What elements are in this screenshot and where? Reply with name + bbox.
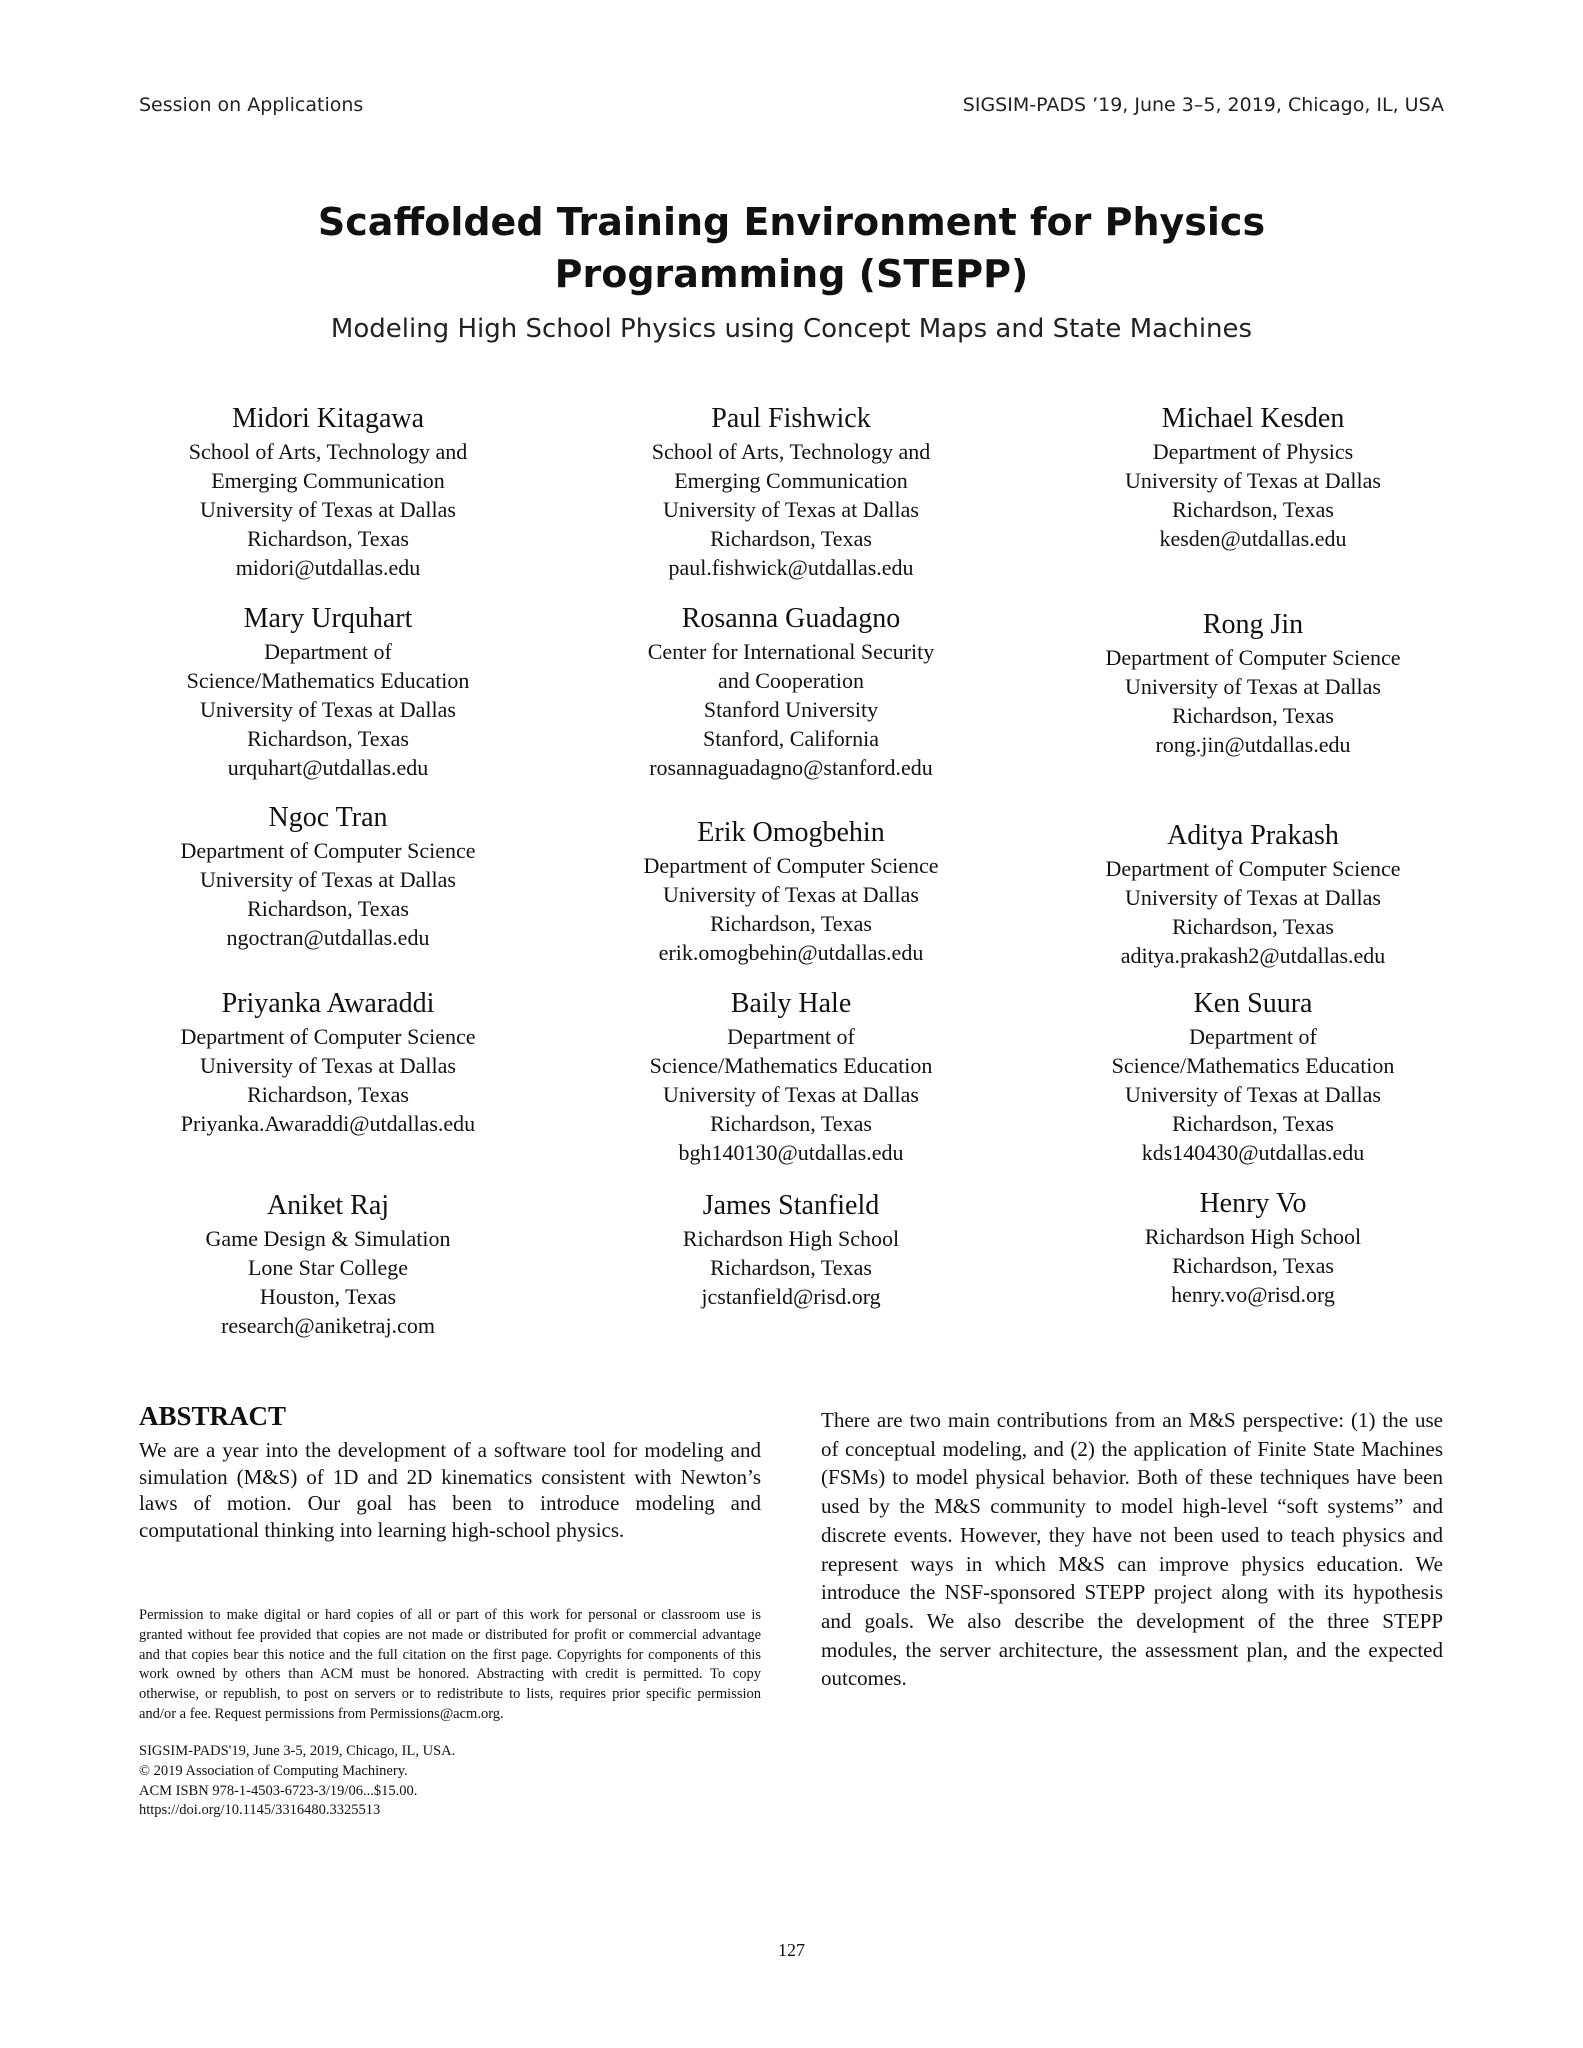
publication-info	[139, 1742, 761, 1821]
running-header	[139, 94, 1444, 124]
author-affiliation: University of Texas at Dallas	[200, 697, 456, 722]
author-affiliation: University of Texas at Dallas	[200, 497, 456, 522]
author-name: Paul Fishwick	[711, 403, 871, 434]
author-email: midori@utdallas.edu	[235, 555, 421, 580]
author-affiliation: University of Texas at Dallas	[663, 882, 919, 907]
conference-info: SIGSIM-PADS'19, June 3-5, 2019, Chicago, IL, USA.	[139, 1743, 456, 1759]
author-affiliation: Department of	[727, 1024, 855, 1049]
author-affiliation: Department of Computer Science	[180, 838, 476, 863]
author-email: henry.vo@risd.org	[1171, 1282, 1335, 1307]
author-email: urquhart@utdallas.edu	[227, 755, 429, 780]
author-email: kds140430@utdallas.edu	[1141, 1140, 1365, 1165]
author-location: Richardson, Texas	[1172, 1253, 1334, 1278]
author-affiliation: University of Texas at Dallas	[200, 867, 456, 892]
author-name: Mary Urquhart	[243, 603, 413, 634]
author-name: James Stanfield	[702, 1190, 880, 1221]
author-location: Richardson, Texas	[247, 526, 409, 551]
author-email: aditya.prakash2@utdallas.edu	[1120, 943, 1386, 968]
author-name: Henry Vo	[1199, 1188, 1307, 1219]
author-location: Richardson, Texas	[1172, 497, 1334, 522]
author-name: Rong Jin	[1202, 609, 1304, 640]
page-number: 127	[778, 1940, 805, 1960]
permission-notice: Permission to make digital or hard copies of all or part of this work for personal or classroom use is granted without fee provided that copies are not made or distributed for profit or commercial advantage and that copies bear this notice and the full citation on the first page. Copyrights for components of this work owned by others than ACM must be honored. Abstracting with credit is permitted. To copy otherwise, or republish, to post on servers or to redistribute to lists, requires prior specific permission and/or a fee. Request permissions from Permissions@acm.org.	[139, 1607, 761, 1722]
author-location: Stanford, California	[703, 726, 879, 751]
author-email: bgh140130@utdallas.edu	[678, 1140, 904, 1165]
isbn-info: ACM ISBN 978-1-4503-6723-3/19/06...$15.00.	[139, 1782, 418, 1799]
author-affiliation: Department of Computer Science	[180, 1024, 476, 1049]
author-block	[1033, 1186, 1473, 1309]
author-location: Richardson, Texas	[1172, 703, 1334, 728]
author-block	[108, 986, 548, 1138]
author-location: Richardson, Texas	[710, 1111, 872, 1136]
author-email: ngoctran@utdallas.edu	[226, 925, 430, 950]
author-block	[108, 401, 548, 582]
author-name: Midori Kitagawa	[231, 403, 425, 434]
author-email: rong.jin@utdallas.edu	[1155, 732, 1351, 757]
author-block	[1033, 986, 1473, 1167]
author-location: Richardson, Texas	[247, 896, 409, 921]
author-block	[108, 601, 548, 782]
author-affiliation: Science/Mathematics Education	[649, 1053, 933, 1078]
author-affiliation: Department of Computer Science	[1105, 645, 1401, 670]
title-line-1: Scaffolded Training Environment for Physics	[317, 200, 1266, 244]
author-name: Ken Suura	[1193, 988, 1313, 1019]
author-name: Baily Hale	[730, 988, 852, 1019]
author-block	[1033, 818, 1473, 970]
author-affiliation: Science/Mathematics Education	[1111, 1053, 1395, 1078]
author-affiliation: Department of Computer Science	[1105, 856, 1401, 881]
author-location: Houston, Texas	[259, 1284, 397, 1309]
doi-link[interactable]: https://doi.org/10.1145/3316480.3325513	[139, 1802, 381, 1819]
author-email: Priyanka.Awaraddi@utdallas.edu	[180, 1111, 476, 1136]
author-name: Aniket Raj	[266, 1190, 390, 1221]
author-email: jcstanfield@risd.org	[701, 1284, 881, 1309]
copyright-info: © 2019 Association of Computing Machinery.	[139, 1762, 408, 1779]
author-name: Aditya Prakash	[1167, 820, 1339, 851]
author-affiliation: University of Texas at Dallas	[1125, 885, 1381, 910]
author-location: Richardson, Texas	[247, 726, 409, 751]
author-email: kesden@utdallas.edu	[1159, 526, 1347, 551]
author-block	[571, 601, 1011, 782]
author-affiliation: Stanford University	[703, 697, 879, 722]
author-name: Erik Omogbehin	[697, 817, 885, 848]
author-affiliation: Lone Star College	[247, 1255, 409, 1280]
title-line-2: Programming (STEPP)	[554, 252, 1029, 296]
author-name: Michael Kesden	[1161, 403, 1345, 434]
author-location: Richardson, Texas	[710, 1255, 872, 1280]
author-affiliation: University of Texas at Dallas	[200, 1053, 456, 1078]
author-location: Richardson, Texas	[710, 911, 872, 936]
author-affiliation: Department of Physics	[1152, 439, 1354, 464]
author-affiliation: University of Texas at Dallas	[1125, 1082, 1381, 1107]
author-affiliation: Center for International Security	[647, 639, 935, 664]
author-block	[571, 815, 1011, 967]
author-affiliation: Emerging Communication	[674, 468, 908, 493]
author-location: Richardson, Texas	[247, 1082, 409, 1107]
author-block	[1033, 401, 1473, 553]
author-affiliation: Department of Computer Science	[643, 853, 939, 878]
author-affiliation: University of Texas at Dallas	[1125, 468, 1381, 493]
author-affiliation: University of Texas at Dallas	[1125, 674, 1381, 699]
author-block	[571, 401, 1011, 582]
author-affiliation: Science/Mathematics Education	[186, 668, 470, 693]
author-block	[571, 986, 1011, 1167]
author-name: Priyanka Awaraddi	[221, 988, 435, 1019]
author-email: rosannaguadagno@stanford.edu	[649, 755, 933, 780]
author-affiliation: University of Texas at Dallas	[663, 497, 919, 522]
author-email: erik.omogbehin@utdallas.edu	[658, 940, 924, 965]
author-affiliation: Department of	[264, 639, 392, 664]
author-affiliation: Emerging Communication	[211, 468, 445, 493]
author-affiliation: Game Design & Simulation	[205, 1226, 451, 1251]
author-block	[108, 800, 548, 952]
header-session: Session on Applications	[139, 94, 364, 116]
header-conference: SIGSIM-PADS ’19, June 3–5, 2019, Chicago, IL, USA	[962, 94, 1444, 116]
author-email: research@aniketraj.com	[221, 1313, 435, 1338]
author-affiliation: School of Arts, Technology and	[188, 439, 468, 464]
abstract-heading: ABSTRACT	[139, 1401, 287, 1431]
author-location: Richardson, Texas	[1172, 914, 1334, 939]
author-location: Richardson, Texas	[710, 526, 872, 551]
paper-subtitle: Modeling High School Physics using Concept Maps and State Machines	[330, 314, 1253, 344]
author-block	[571, 1188, 1011, 1311]
paper-title	[200, 196, 1383, 300]
author-name: Rosanna Guadagno	[681, 603, 901, 634]
author-affiliation: Richardson High School	[682, 1226, 900, 1251]
author-block	[108, 1188, 548, 1340]
author-affiliation: University of Texas at Dallas	[663, 1082, 919, 1107]
author-affiliation: and Cooperation	[717, 668, 865, 693]
author-name: Ngoc Tran	[268, 802, 388, 833]
author-block	[1033, 607, 1473, 759]
author-affiliation: Department of	[1189, 1024, 1317, 1049]
abstract-paragraph: There are two main contributions from an M&S perspective: (1) the use of conceptual modeling, and (2) the application of Finite State Machines (FSMs) to model physical behavior. Both of these techniques have been used by the M&S community to model high-level “soft systems” and discrete events. However, they have not been used to teach physics and represent ways in which M&S can improve physics education. We introduce the NSF-sponsored STEPP project along with its hypothesis and goals. We also describe the development of the three STEPP modules, the server architecture, the assessment plan, and the expected outcomes.	[821, 1408, 1443, 1691]
author-affiliation: School of Arts, Technology and	[651, 439, 931, 464]
author-affiliation: Richardson High School	[1144, 1224, 1362, 1249]
author-email: paul.fishwick@utdallas.edu	[668, 555, 914, 580]
abstract-paragraph: We are a year into the development of a software tool for modeling and simulation (M&S) of 1D and 2D kinematics consistent with Newton’s laws of motion. Our goal has been to introduce modeling and computational thinking into learning high-school physics.	[139, 1438, 761, 1542]
author-location: Richardson, Texas	[1172, 1111, 1334, 1136]
